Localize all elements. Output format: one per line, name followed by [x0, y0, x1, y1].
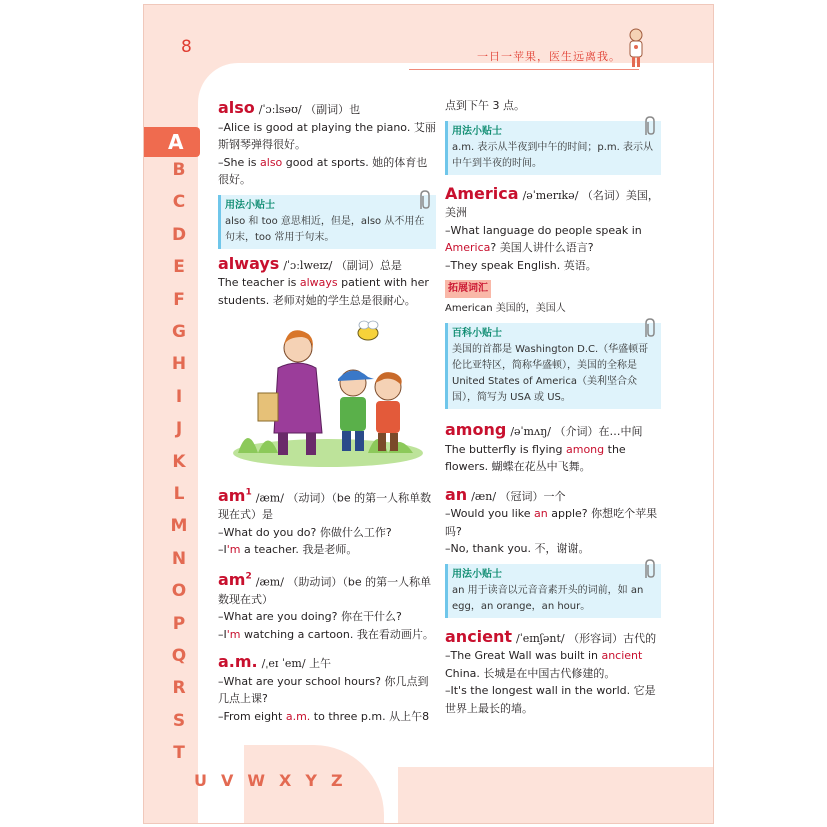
index-letter-b[interactable]: B [172, 160, 186, 180]
teacher-students-illustration [218, 313, 436, 473]
index-letter-f[interactable]: F [173, 289, 185, 310]
encyclopedia-tip-america: 百科小贴士 美国的首都是 Washington D.C.（华盛顿哥伦比亚特区，简称华盛顿），美国的全称是 United States of America（美利坚合众国），简写为 USA 或 US。 [445, 323, 661, 409]
index-letter-p[interactable]: P [172, 613, 186, 634]
index-letter-o[interactable]: O [171, 581, 187, 602]
index-letter-e[interactable]: E [173, 257, 185, 278]
index-letter-i[interactable]: I [175, 386, 183, 407]
extended-vocab-tag: 拓展词汇 [445, 280, 491, 298]
index-letter-l[interactable]: L [173, 484, 185, 504]
index-letter-d[interactable]: D [171, 224, 187, 245]
page-number: 8 [181, 37, 192, 57]
entry-ancient: ancient /ˈeɪnʃənt/ （形容词）古代的 [445, 626, 657, 646]
index-letter-m[interactable]: M [170, 516, 188, 537]
index-bottom-letters[interactable]: UVWXYZ [194, 771, 357, 790]
index-letter-q[interactable]: Q [171, 646, 187, 666]
index-letter-h[interactable]: H [171, 354, 187, 375]
entry-am-1: $am^1$ /æm/ （动词）（be 的第一人称单数现在式）是 [218, 485, 432, 522]
paperclip-icon [641, 558, 657, 580]
page-motto: 一日一苹果，医生远离我。 [477, 50, 621, 63]
paperclip-icon [641, 115, 657, 137]
index-letter-n[interactable]: N [171, 548, 187, 569]
index-letter-k[interactable]: K [172, 451, 186, 472]
entry-always: always /ˈɔːlweɪz/ （副词）总是 [218, 253, 402, 273]
index-letter-t[interactable]: T [173, 743, 185, 764]
entry-am-abbrev: a.m. /ˌeɪ ˈem/ 上午 [218, 652, 332, 672]
entry-america: America /əˈmerɪkə/ （名词）美国，美洲 [445, 183, 659, 219]
index-letter-g[interactable]: G [172, 322, 186, 342]
dictionary-page [143, 4, 714, 824]
entry-among: among /əˈmʌŋ/ （介词）在…中间 [445, 420, 643, 439]
paperclip-icon [416, 189, 432, 211]
index-letter-c[interactable]: C [172, 192, 186, 213]
entry-an: an /æn/ （冠词）一个 [445, 484, 566, 504]
index-letter-s[interactable]: S [172, 710, 186, 731]
doctor-icon [625, 27, 647, 69]
left-column: also /ˈɔːlsəʊ/ （副词）也 –Alice is good at playing the piano. 艾丽斯钢琴弹得很好。 –She is also good at sports. 她的体育也很好。 用法小贴士 also 和 too 意思相近，但是，also 从不用在句末，too 常用于句末。 always /ˈɔːlweɪz/ （副词）总是 The teacher is always patient with her students. 老师对她的学生总是很耐心。 $am^1$ /æm/ （动词）（be 的第一人称单数现在式）是 –What do you do? 你做什么工作? –I'm a teacher. 我是老师。 $am^2$ /æm/ （助动词）（be 的第一人称单数现在式） –What are you doing? 你在干什么? –I'm watching a cartoon. 我在看动画片。 a.m. /ˌeɪ ˈem/ 上午 –What are your school hours? 你几点到几点上课? –From eight a.m. to three p.m. 从上午8 [218, 98, 436, 723]
entry-am-2: $am^2$ /æm/ （助动词）（be 的第一人称单数现在式） [218, 570, 432, 606]
paperclip-icon [641, 317, 657, 339]
index-tab-active[interactable]: A [144, 127, 200, 157]
index-letter-j[interactable]: J [175, 419, 183, 440]
right-column: 点到下午 3 点。 用法小贴士 a.m. 表示从半夜到中午的时间；p.m. 表示从中午到半夜的时间。 America /əˈmerɪkə/ （名词）美国，美洲 –What language do people speak in America? 美国人讲什么语言? –They speak English. 英语。 拓展词汇 American 美国的，美国人 百科小贴士 美国的首都是 Washington D.C.（华盛顿哥伦比亚特区，简称华盛顿），美国的全称是 United States of America（美利坚合众国），简写为 USA 或 US。 among /əˈmʌŋ/ （介词）在…中间 The butterfly is flying among the flowers. 蝴蝶在花丛中飞舞。 an /æn/ （冠词）一个 –Would you like an apple? 你想吃个苹果吗? –No, thank you. 不，谢谢。 用法小贴士 an 用于读音以元音音素开头的词前，如 an egg，an orange，an hour。 ancient /ˈeɪnʃənt/ （形容词）古代的 –The Great Wall was built in ancient China. 长城是在中国古代修建的。 –It's the longest wall in the world. 它是世界上最长的墙。 [445, 93, 661, 717]
usage-tip-also: 用法小贴士 also 和 too 意思相近，但是，also 从不用在句末，too 常用于句末。 [218, 195, 436, 249]
index-letter-r[interactable]: R [172, 678, 186, 699]
usage-tip-an: 用法小贴士 an 用于读音以元音音素开头的词前，如 an egg，an orange，an hour。 [445, 564, 661, 618]
entry-also: also /ˈɔːlsəʊ/ （副词）也 [218, 98, 361, 117]
usage-tip-am-pm: 用法小贴士 a.m. 表示从半夜到中午的时间；p.m. 表示从中午到半夜的时间。 [445, 121, 661, 175]
